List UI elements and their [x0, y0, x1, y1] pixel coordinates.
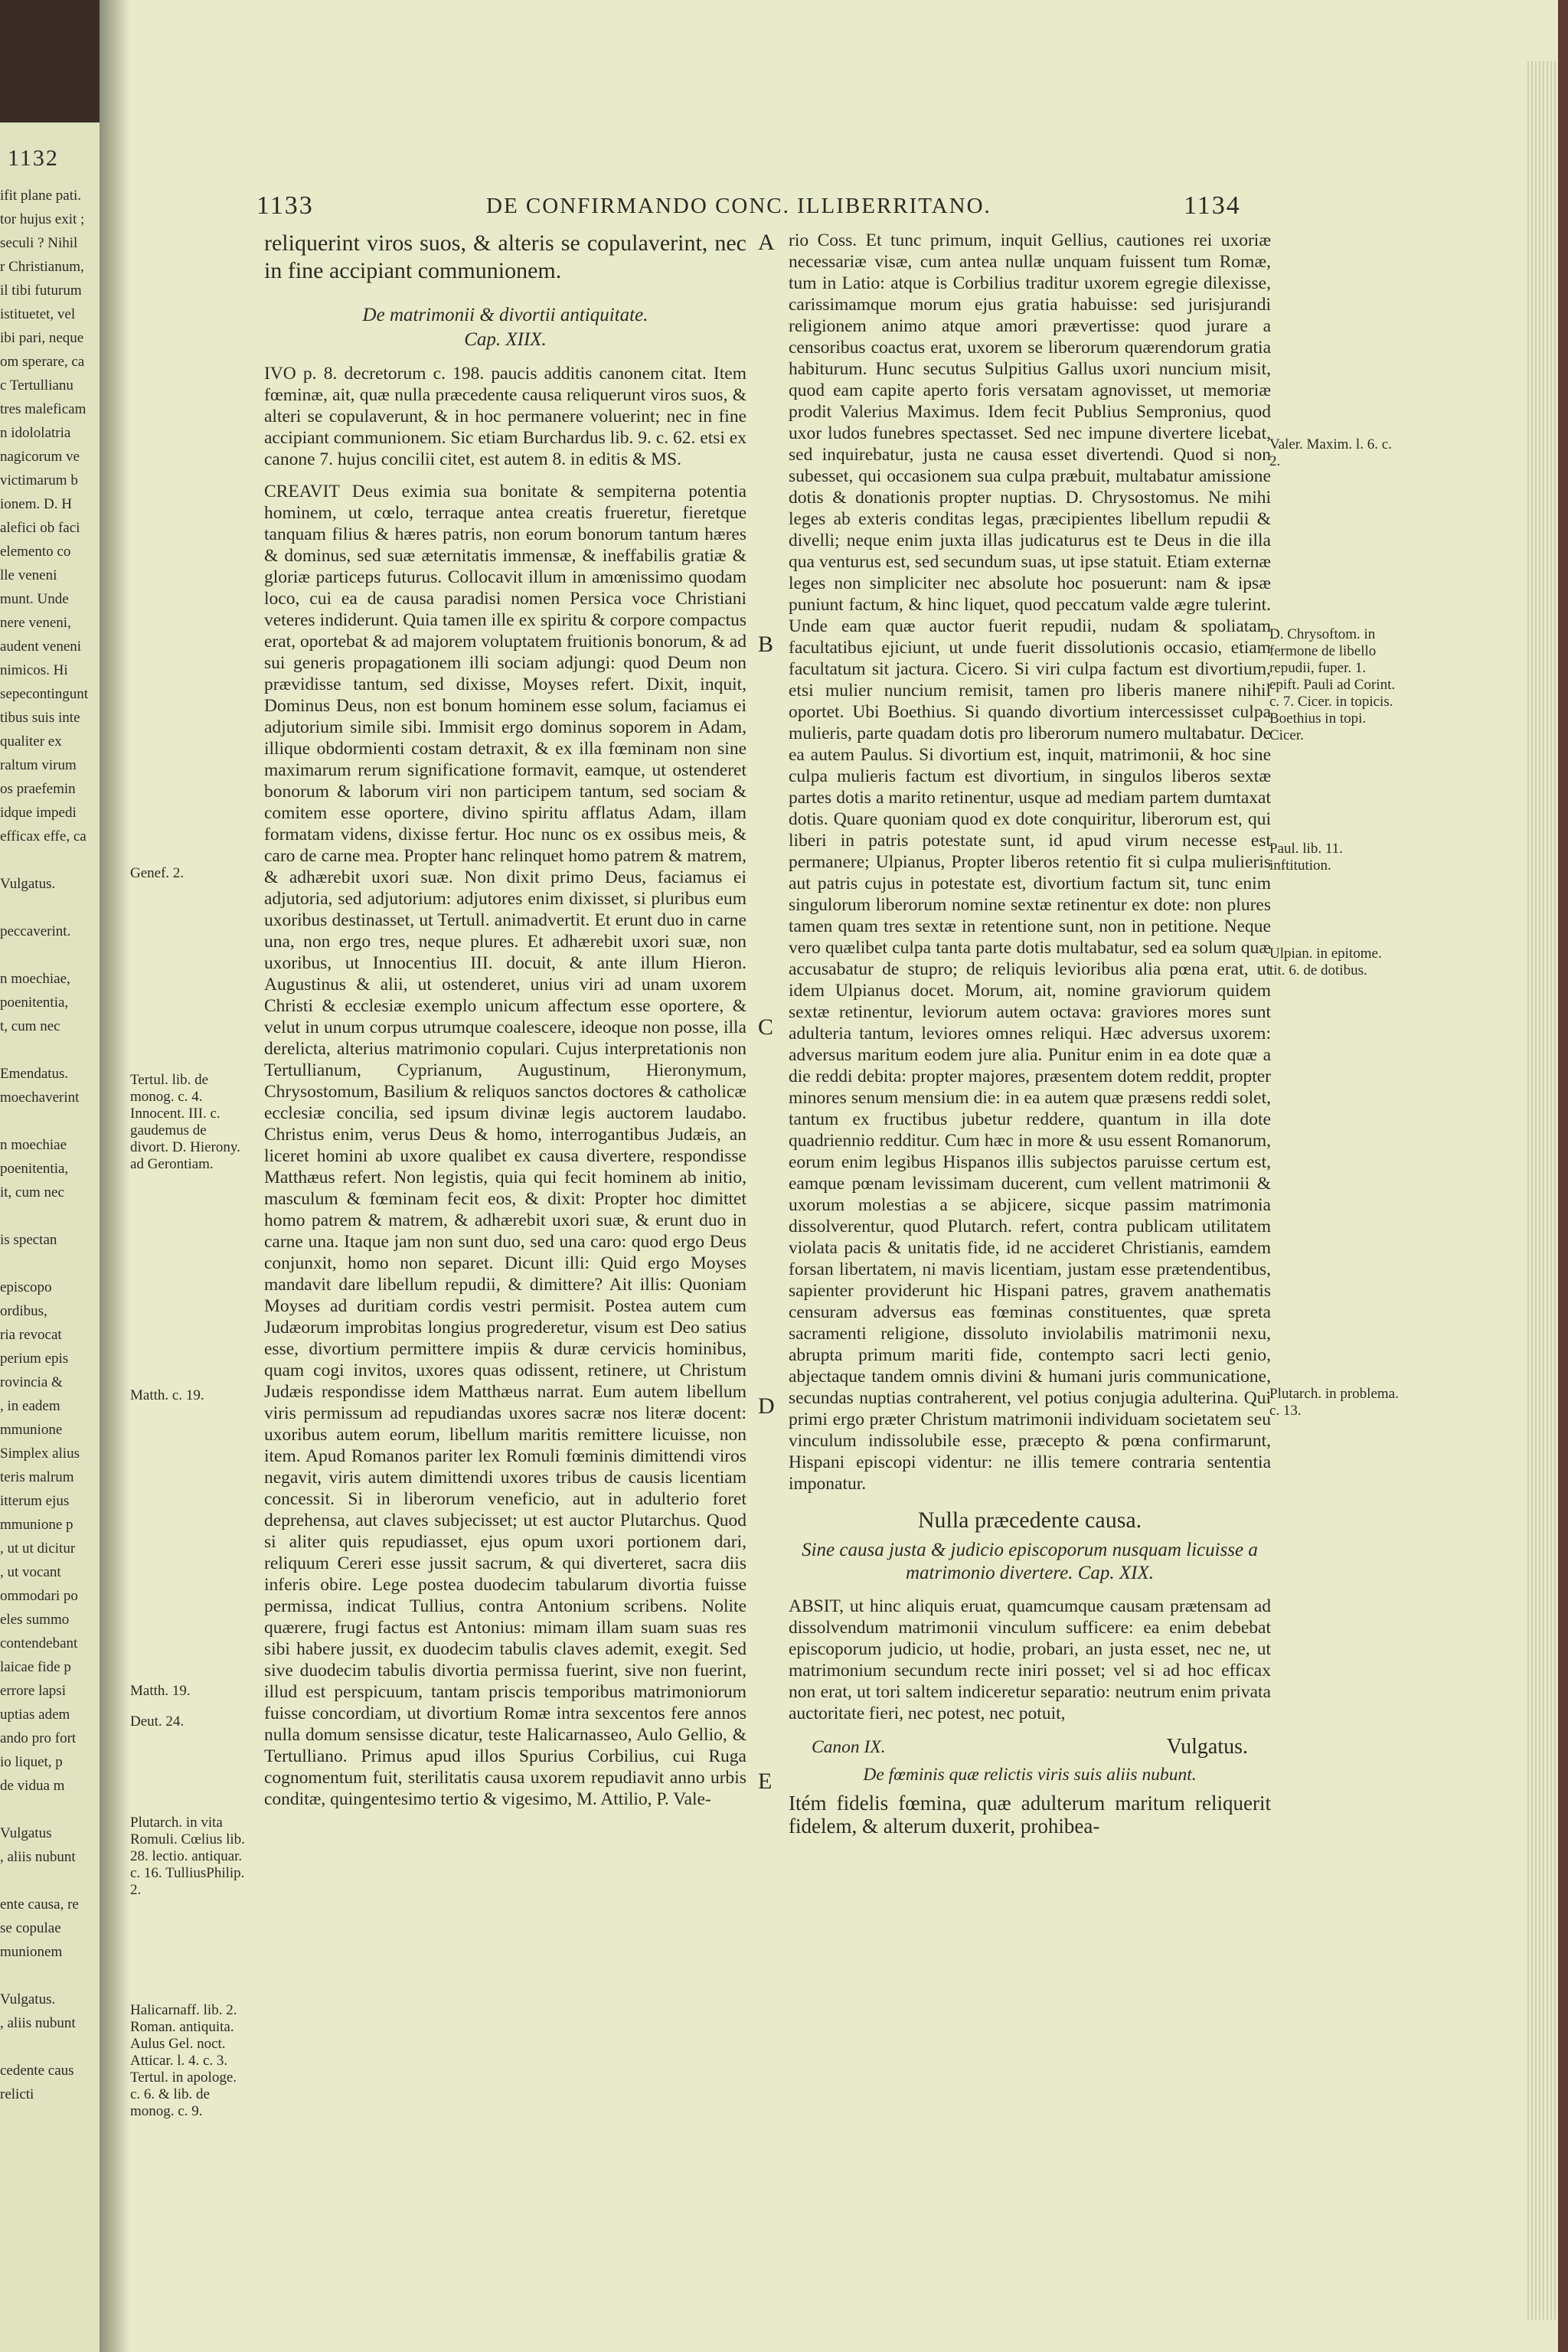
running-title: DE CONFIRMANDO CONC. ILLIBERRITANO. [486, 194, 991, 218]
margin-note-matth-b: Matth. 19. [130, 1683, 191, 1699]
prev-page-number: 1132 [8, 145, 59, 171]
canon-vulgatus: Vulgatus. [1166, 1735, 1248, 1759]
right-para-1: rio Coss. Et tunc primum, inquit Gellius, cautiones rei uxoriæ necessariæ visæ, cum antea nullæ unquam fuissent tum Romæ, tum in Latio: atque is Corbilius traditur uxorem egregie dilexisse, carissimamque morum ejus gratia habuisse: sed jurisjurandi religionem animo atque amori prævertisse: quod jurare a censoribus coactus erat, uxorem se liberorum quærendorum gratia habiturum. Hunc secutus Sulpitius Gallus uxori nuncium misit, quod eam capite aperto foris versatam agnovisset, ut memoriæ prodit Valerius Maximus. Idem fecit Publius Sempronius, quod uxor ludos funebres spectasset. Sed nec impune divertere licebat, sed inquirebatur, justa ne causa esset divertendi. Quod si non subesset, qui occasionem sua culpa præbuit, multabatur amissione dotis & donationis propter nuptias. D. Chrysostomus. Ne mihi leges ab exteris conditas legas, præcipientes libellum repudii & divelli; neque enim juxta illas judicaturus est te Deus in die illa qua venturus est, sed secundum suas, ut ipse statuit. Etiam externæ leges non simpliciter nec absolute hoc posuerunt: nam & ipsæ puniunt factum, & hinc liquet, quod peccatum valde ægre tulerint. Unde eam quæ auctor fuerit repudii, nudam & spoliatam facultatibus ejiciunt, ut unde fuerit dissolutionis occasio, etiam facultatum sit jactura. Cicero. Si viri culpa factum est divortium, etsi mulier nuncium remisit, tamen pro liberis manere nihil oportet. Ubi Boethius. Si quando divortium intercessisset culpa mulieris, parte quadam dotis pro liberorum numero multabatur. De ea autem Paulus. Si divortium est, inquit, matrimonii, & hoc sine culpa mulieris factum est divortium, in singulos liberos sextæ partes dotis a marito retinentur, usque ad mediam partem dumtaxat dotis. Quare quoniam quod ex dote conquiritur, liberorum est, qui liberi in patris potestate sunt, id apud virum necesse est permanere; Ulpianus, Propter liberos retentio fit si culpa mulieris aut patris cujus in potestate est, divortium factum sit, tunc enim singulorum liberorum nomine sextæ retinentur ex dote: non plures tamen quam tres sextæ in retentione sunt, non in petitione. Neque vero quælibet culpa tanta parte dotis multabatur, sed ea solum quæ accusabatur de stupro; de reliquis levioribus alia pœna erat, ut idem Ulpianus docet. Morum, ait, nomine graviorum quidem sextæ retinentur, leviorum autem octava: graviores mores sunt adulteria tantum, leviores omnes reliqui. Hæc adversus uxorem: adversus maritum eodem jure alia. Punitur enim in ea dote quæ a die reddi debita: propter majores, præsentem dotem reddit, propter minores senum mensium die: in ea autem quæ præsens reddi solet, tantum ex fructibus jubetur reddere, quantum in illa dote quadriennio redditur. Cum hæc in more & usu essent Romanorum, eorum enim legibus Hispanos illis subjectos paruisse certum est, eamque pœnam levissimam ducerent, cum vellent matrimonii & uxorum molestias a se abjicere, sicque passim matrimonia dissolverentur, quod Plutarch. refert, contra publicam utilitatem violata pacis & unitatis fide, id ne accideret Christianis, eamdem forsan libertatem, ni mavis licentiam, justam esse prætendentibus, sapienter providerunt hic Hispani patres, gravem anathematis censuram adversus eas fœminas constituentes, quæ spreta sacramenti religione, dissoluto inviolabilis matrimonii nexu, abrupta primum mariti fide, contempto sacri lecti genio, abjectaque tandem omnis divini & humani juris communicatione, secundas nuptias contraherent, vel potius conjugia adulterina. Qui primi ergo præter Christum matrimonii individuam societatem seu vinculum indissolubile esse, præcepto & pœna confirmarunt, Hispani episcopi videntur: ne illis temere contraria sententia imponatur. [789, 230, 1271, 1494]
page-number-right: 1134 [1184, 191, 1241, 220]
margin-note-plutarch: Plutarch. in vita Romuli. Cœlius lib. 28. lectio. antiquar. c. 16. TulliusPhilip. 2. [130, 1815, 245, 1898]
page-gutter-shadow [100, 0, 130, 2352]
margin-note-paul: Paul. lib. 11. inftitution. [1269, 841, 1343, 874]
right-column [789, 230, 1271, 1841]
section-letter-a: A [758, 230, 775, 255]
page-edges [1527, 61, 1557, 2320]
canon-line [789, 1736, 1271, 1758]
right-heading: Nulla præcedente causa. [917, 1508, 1142, 1533]
margin-note-plut2: Plutarch. in problema. c. 13. [1269, 1386, 1399, 1419]
margin-note-matth: Matth. c. 19. [130, 1387, 204, 1403]
right-chapter-heading: Sine causa justa & judicio episcoporum nusquam licuisse a matrimonio divertere. Cap. XIX. [802, 1540, 1258, 1583]
margin-note-valer: Valer. Maxim. l. 6. c. 2. [1269, 436, 1392, 469]
margin-note-deut: Deut. 24. [130, 1713, 185, 1730]
left-para-1: IVO p. 8. decretorum c. 198. paucis additis canonem citat. Item fœminæ, ait, quæ nulla præcedente causa reliquerunt viros suos, & alteri se copulaverunt, & in hoc permanere voluerint; nec in fine accipiant communionem. Sic etiam Burchardus lib. 9. c. 62. etsi ex canone 7. hujus concilii citet, est autem 8. in editis & MS. [264, 364, 746, 469]
prev-page-fragments: ifit plane pati. tor hujus exit ; seculi ? Nihil r Christianum, il tibi futurum istituetet, vel ibi pari, neque om sperare, ca c Tertullianu tres maleficam n idololatria nagicorum ve victimarum b ionem. D. H alefici ob faci elemento co lle veneni munt. Unde nere veneni, audent veneni nimicos. Hi sepecontingunt tibus suis inte qualiter ex raltum virum os praefemin idque impedi efficax effe, ca Vulgatus. peccaverint. n moechiae, poenitentia, t, cum nec Emendatus. moechaverint n moechiae poenitentia, it, cum nec is spectan episcopo ordibus, ria revocat perium epis rovincia & , in eadem mmunione Simplex alius teris malrum itterum ejus mmunione p , ut ut dicitur , ut vocant ommodari po eles summo contendebant laicae fide p errore lapsi uptias adem ando pro fort io liquet, p de vidua m Vulgatus , aliis nubunt ente causa, re se copulae munionem Vulgatus. , aliis nubunt cedente caus relicti [0, 188, 89, 2102]
margin-note-ulpian: Ulpian. in epitome. tit. 6. de dotibus. [1269, 946, 1382, 978]
section-letter-e: E [758, 1769, 773, 1794]
previous-page-strip [0, 122, 100, 2352]
right-para-2: ABSIT, ut hinc aliquis eruat, quamcumque causam prætensam ad dissolvendum matrimonii vinculum sufficere: ea enim debebat episcoporum judicio, ut hodie, probari, an justa esset, nec ne, ut matrimonium secundum recte iniri posset; vel si ad hoc efficax non erat, ut tori saltem indiceretur separatio: neutrum enim privata auctoritate fieri, nec potest, nec potuit, [789, 1596, 1271, 1723]
canon-label: Canon IX. [812, 1737, 886, 1757]
margin-note-tertull: Tertul. lib. de monog. c. 4. Innocent. III. c. gaudemus de divort. D. Hierony. ad Gerontiam. [130, 1072, 240, 1172]
margin-note-halicarn: Halicarnaff. lib. 2. Roman. antiquita. Aulus Gel. noct. Atticar. l. 4. c. 3. Tertul. in apologe. c. 6. & lib. de monog. c. 9. [130, 2002, 237, 2119]
book-cover-right [1558, 0, 1568, 2352]
left-para-2: CREAVIT Deus eximia sua bonitate & sempiterna potentia hominem, ut cœlo, terraque antea creatis frueretur, fieretque tanquam filius & hæres patris, non eorum bonorum tantum hæres & dominus, sed suæ æternitatis immensæ, & ineffabilis gratiæ & gloriæ particeps futurus. Collocavit illum in amœnissimo quodam loco, cui ea de causa paradisi nomen Persica voce Christiani veteres indiderunt. Quia tamen ille ex spiritu & corpore compactus erat, oportebat & ad majorem voluptatem fruitionis bonorum, & ad sui generis propagationem illi sociam adjungi: quod Deum non prævidisse tantum, sed dixisse, Moyses refert. Dixit, inquit, Dominus Deus, non est bonum hominem esse solum, faciamus ei adjutorium simile sibi. Immisit ergo dominus soporem in Adam, illique obdormienti costam detraxit, & ex illa fœminam non sine maximarum rerum significatione formavit, eamque, ut ostenderet bonorum & laborum viri non participem tantum, sed sociam & comitem esse oportere, divino spiritu afflatus Adam, illam formatam videns, dixisse fertur. Hoc nunc os ex ossibus meis, & caro de carne mea. Propter hanc relinquet homo patrem & matrem, & adhærebit uxori suæ. Non dixit primo Deus, faciamus ei adjutoria, sed adjutorium: adjutores enim dixisset, si pluribus eum uxoribus destinasset, ut Tertull. animadvertit. Et erunt duo in carne una, non ergo tres, neque plures. Et adhærebit uxori suæ, non uxoribus, ut Innocentius III. docuit, & ante illum Hieron. Augustinus & alii, ut ostenderet, unius viri ad unam uxorem Christi & ecclesiæ exemplo unicum affectum esse oportere, & velut in unum corpus utrumque coalescere, ideoque non posse, illa derelicta, alterius matrimonio copulari. Cujus interpretationis non Tertullianum, Cyprianum, Augustinum, Hieronymum, Chrysostomum, Basilium & reliquos sanctos doctores & catholicæ ecclesiæ concilia, sed ipsum divinæ legis auctorem laudabo. Christus enim, verus Deus & homo, interrogantibus Judæis, an liceret homini ab uxore qualibet ex causa divertere, respondisse Matthæus refert. Non legistis, quia qui fecit hominem ab initio, masculum & fœminam fecit eos, & dixit: Propter hoc dimittet homo patrem & matrem, & adhærebit uxori suæ, & erunt duo in carne una. Itaque jam non sunt duo, sed una caro: quod ergo Deus conjunxit, homo non separet. Dicunt illi: Quid ergo Moyses mandavit dare libellum repudii, & dimittere? Ait illis: Quoniam Moyses ad duritiam cordis vestri permisit. Postea autem cum Judæorum improbitas longius progrederetur, visum est Deo satius esse, divortium permittere impiis & duræ cervicis hominibus, quam cogi invitos, uxores quas odissent, retinere, ut Christum Judæis respondisse idem Matthæus narrat. Eum autem libellum viris permissum ad repudiandas uxores sacræ nos literæ docent: uxoribus autem eorum, libellum maritis remittere licuisse, non item. Apud Romanos pariter lex Romuli fœminis dimittendi viros negavit, viris autem dimittendi uxores tribus de causis licentiam concessit. Si in liberorum veneficio, aut in adulterio foret deprehensa, aut claves subjecisset; ut est auctor Plutarchus. Quod si aliter quis repudiasset, ejus opum uxori portionem dari, reliquum Cereri esse jussit sacrum, & qui diverteret, sacra diis inferis obire. Lege postea duodecim tabularum divortia fuisse permissa, indicat Tullius, contra Antonium scribens. Nolite quærere, frugi factus est Antonius: mimam illam suam suas res sibi habere jussit, ex duodecim tabulis claves ademit, exegit. Sed sive duodecim tabulis divortia permissa fuerint, sive non fuerint, illud est perspicuum, tantam priscis temporibus matrimoniorum fuisse concordiam, ut divortium Romæ intra sexcentos fere annos nulla domum sensisse dicatur, teste Halicarnasseo, Aulo Gellio, & Tertulliano. Primus apud illos Spurius Corbilius, cui Ruga cognomentum fuit, sterilitatis causa uxorem repudiavit anno urbis conditæ, quingentesimo tertio & vigesimo, M. Attilio, P. Vale- [264, 482, 746, 1809]
section-letter-b: B [758, 632, 774, 657]
left-heading: De matrimonii & divortii antiquitate. [362, 305, 648, 325]
left-column [264, 230, 746, 1813]
left-opening: reliquerint viros suos, & alteris se copulaverint, nec in fine accipiant communionem. [264, 230, 746, 283]
canon-title: De fœminis quæ relictis viris suis aliis nubunt. [863, 1765, 1197, 1785]
margin-note-genes: Genef. 2. [130, 865, 185, 881]
section-letter-d: D [758, 1393, 775, 1419]
canon-text: Itém fidelis fœmina, quæ adulterum maritum reliquerit fidelem, & alterum duxerit, prohibea- [789, 1792, 1271, 1838]
section-letter-c: C [758, 1014, 774, 1040]
page-number-left: 1133 [256, 191, 314, 220]
margin-note-chrys: D. Chrysoftom. in fermone de libello repudii, fuper. 1. epift. Pauli ad Corint. c. 7. Cicer. in topicis. Boethius in topi. Cicer. [1269, 626, 1396, 743]
left-chapter: Cap. XIIX. [464, 329, 547, 350]
